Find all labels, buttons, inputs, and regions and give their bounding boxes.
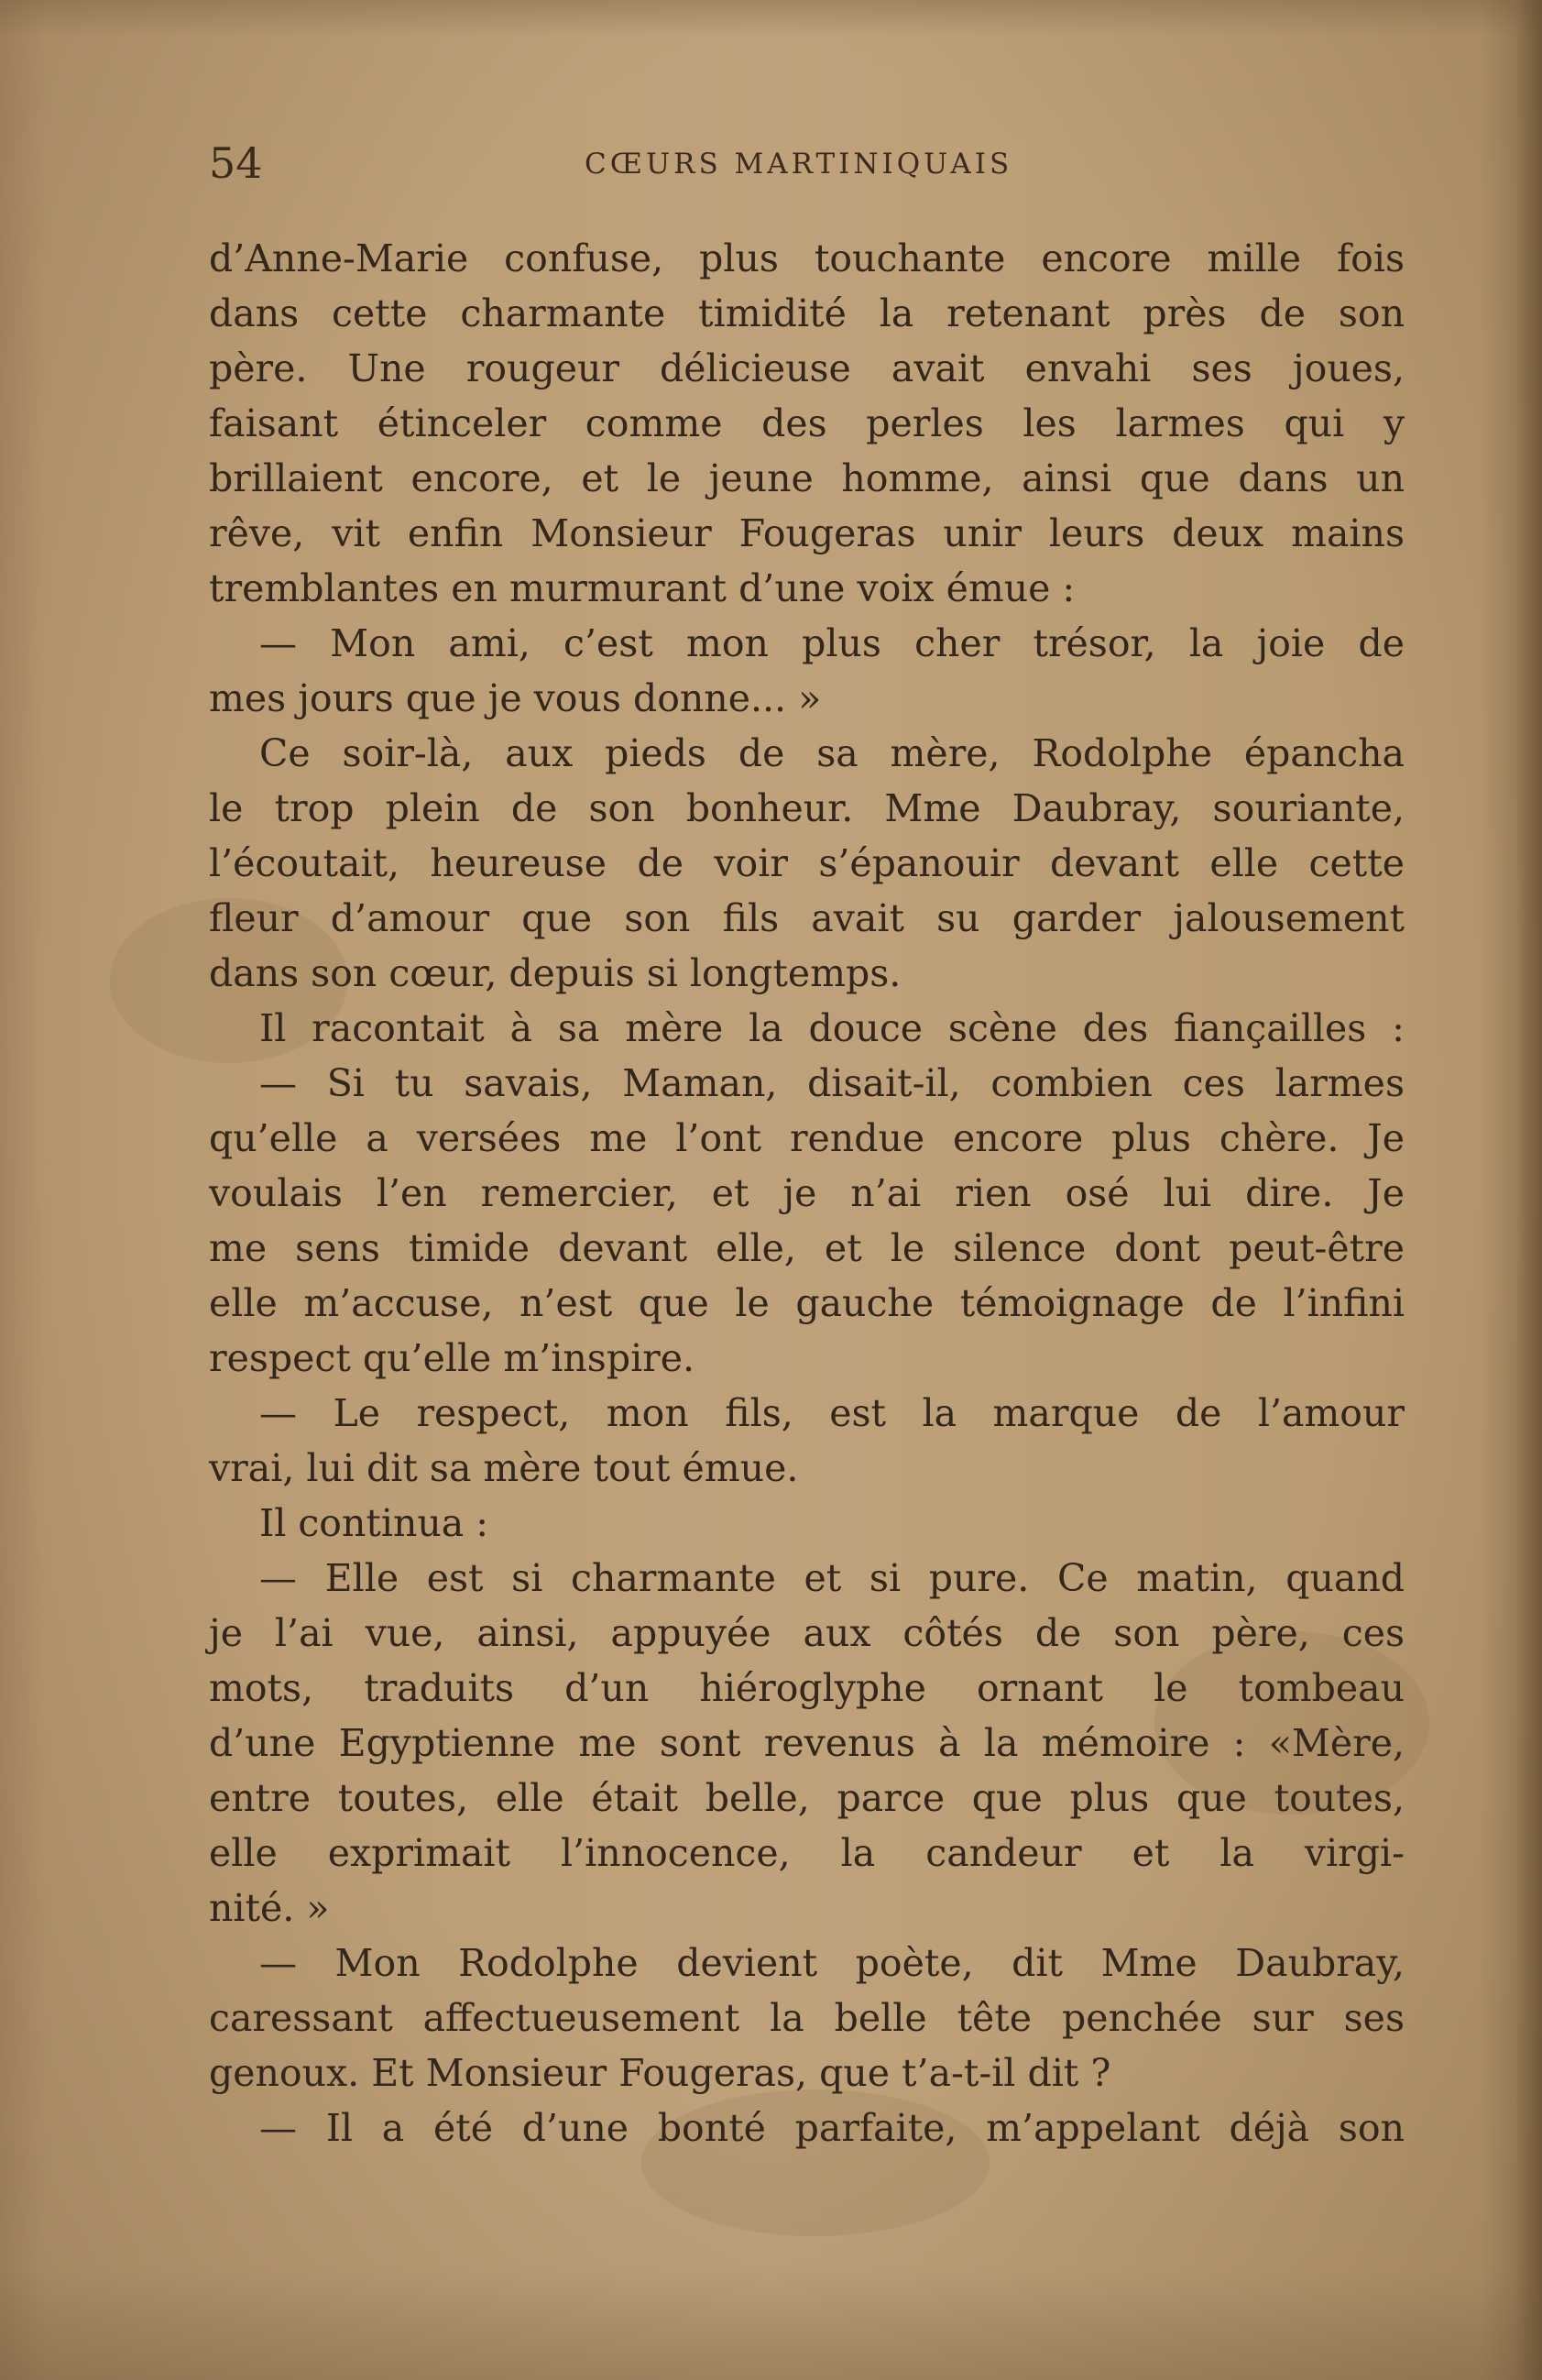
text-line: fleur d’amour que son fils avait su garder jalousement — [209, 896, 1405, 940]
text-line: — Si tu savais, Maman, disait-il, combien ces larmes — [259, 1061, 1405, 1105]
text-line: me sens timide devant elle, et le silence dont peut-être — [209, 1226, 1405, 1270]
text-line: rêve, vit enfin Monsieur Fougeras unir leurs deux mains — [209, 511, 1405, 555]
page-top-shadow — [0, 0, 1542, 37]
text-line: mots, traduits d’un hiéroglyphe ornant le tombeau — [209, 1666, 1405, 1710]
text-line: d’une Egyptienne me sont revenus à la mémoire : «Mère, — [209, 1721, 1405, 1765]
text-line: le trop plein de son bonheur. Mme Daubray, souriante, — [209, 786, 1405, 830]
text-line: elle exprimait l’innocence, la candeur et la virgi- — [209, 1831, 1405, 1875]
text-line: — Mon Rodolphe devient poète, dit Mme Daubray, — [259, 1941, 1405, 1985]
text-line: entre toutes, elle était belle, parce que plus que toutes, — [209, 1776, 1405, 1820]
text-line: nité. » — [209, 1886, 330, 1930]
running-title: CŒURS MARTINIQUAIS — [585, 148, 1013, 181]
text-line: genoux. Et Monsieur Fougeras, que t’a-t-il dit ? — [209, 2051, 1111, 2095]
text-line: je l’ai vue, ainsi, appuyée aux côtés de son père, ces — [209, 1611, 1405, 1655]
text-line: caressant affectueusement la belle tête penchée sur ses — [209, 1996, 1405, 2040]
text-line: Ce soir-là, aux pieds de sa mère, Rodolphe épancha — [259, 731, 1405, 775]
text-line: brillaient encore, et le jeune homme, ainsi que dans un — [209, 456, 1405, 500]
text-line: respect qu’elle m’inspire. — [209, 1336, 695, 1380]
text-line: tremblantes en murmurant d’une voix émue : — [209, 566, 1076, 610]
text-line: Il racontait à sa mère la douce scène des fiançailles : — [259, 1006, 1405, 1050]
text-line: d’Anne-Marie confuse, plus touchante encore mille fois — [209, 236, 1405, 280]
text-line: dans cette charmante timidité la retenant près de son — [209, 291, 1405, 335]
text-line: mes jours que je vous donne... » — [209, 676, 822, 720]
text-line: — Elle est si charmante et si pure. Ce matin, quand — [259, 1556, 1405, 1600]
page-right-edge-shadow — [1515, 0, 1542, 2380]
text-line: qu’elle a versées me l’ont rendue encore plus chère. Je — [209, 1116, 1405, 1160]
page-header — [209, 136, 1405, 191]
text-line: voulais l’en remercier, et je n’ai rien osé lui dire. Je — [209, 1171, 1405, 1215]
text-line: faisant étinceler comme des perles les larmes qui y — [209, 401, 1405, 445]
page-number: 54 — [209, 138, 263, 188]
page-bottom-shadow — [0, 2270, 1542, 2380]
text-line: dans son cœur, depuis si longtemps. — [209, 951, 902, 995]
text-line: père. Une rougeur délicieuse avait envahi ses joues, — [209, 346, 1405, 390]
text-line: vrai, lui dit sa mère tout émue. — [209, 1446, 799, 1490]
text-line: — Le respect, mon fils, est la marque de l’amour — [259, 1391, 1405, 1435]
text-line: — Mon ami, c’est mon plus cher trésor, la joie de — [259, 621, 1405, 665]
text-line: elle m’accuse, n’est que le gauche témoignage de l’infini — [209, 1281, 1405, 1325]
body-text — [209, 231, 1405, 2155]
text-line: — Il a été d’une bonté parfaite, m’appelant déjà son — [259, 2106, 1405, 2150]
text-line: l’écoutait, heureuse de voir s’épanouir devant elle cette — [209, 841, 1405, 885]
text-line: Il continua : — [259, 1501, 489, 1545]
